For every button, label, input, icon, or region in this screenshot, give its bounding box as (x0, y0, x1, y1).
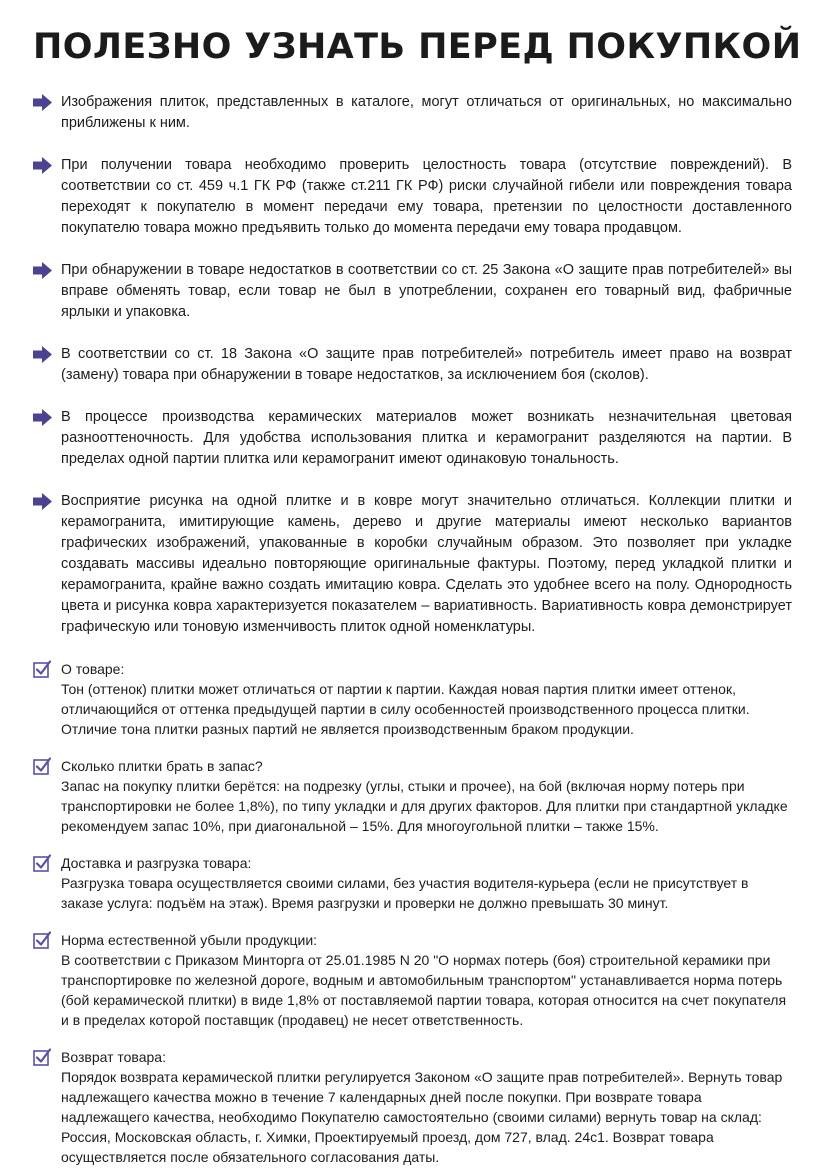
note-item (33, 155, 792, 239)
info-title: Возврат товара: (61, 1049, 166, 1065)
note-text: В процессе производства керамических материалов может возникать незначительная цветовая разнооттеночность. Для удобства использования плитка и керамогранит разделяются на партии. В пределах одной партии плитка или керамогранит имеют одинаковую тональность. (61, 409, 792, 467)
info-body: Тон (оттенок) плитки может отличаться от партии к партии. Каждая новая партия плитки имеет оттенок, отличающийся от оттенка предыдущей партии в силу особенностей производственного процесса плитки. Отличие тона плитки разных партий не является производственным браком продукции. (61, 681, 750, 737)
note-text: Восприятие рисунка на одной плитке и в ковре могут значительно отличаться. Коллекции плитки и керамогранита, имитирующие камень, дерево и другие материалы имеют несколько вариантов графических изображений, упакованные в коробки случайным образом. Это позволяет при укладке создавать массивы идеально повторяющие оригинальные фактуры. Поэтому, перед укладкой плитки и керамогранита, крайне важно создать имитацию ковра. Сделать это удобнее всего на полу. Однородность цвета и рисунка ковра характеризуется показателем – вариативность. Вариативность ковра демонстрирует графическую или тоновую изменчивость плиток одной номенклатуры. (61, 493, 792, 635)
info-item (33, 756, 792, 836)
page-title: ПОЛЕЗНО УЗНАТЬ ПЕРЕД ПОКУПКОЙ (33, 27, 802, 67)
note-item (33, 407, 792, 470)
note-text: Изображения плиток, представленных в каталоге, могут отличаться от оригинальных, но максимально приближены к ним. (61, 94, 792, 131)
info-title: Сколько плитки брать в запас? (61, 758, 263, 774)
arrow-right-icon (33, 157, 52, 174)
info-title: Доставка и разгрузка товара: (61, 855, 252, 871)
info-item (33, 1047, 792, 1167)
info-body: В соответствии с Приказом Минторга от 25.01.1985 N 20 "О нормах потерь (боя) строительной керамики при транспортировке по железной дороге, водным и автомобильным транспортом" устанавливается норма потерь (бой керамической плитки) в виде 1,8% от поставляемой партии товара, которая относится на счет покупателя и в пределах которой поставщик (продавец) не несет ответственность. (61, 952, 787, 1028)
checkbox-checked-icon (33, 854, 51, 872)
note-item (33, 491, 792, 638)
info-title: Норма естественной убыли продукции: (61, 932, 318, 948)
note-item (33, 92, 792, 134)
checkbox-checked-icon (33, 660, 51, 678)
note-text: При обнаружении в товаре недостатков в соответствии со ст. 25 Закона «О защите прав потребителей» вы вправе обменять товар, если товар не был в употреблении, сохранен его товарный вид, фабричные ярлыки и упаковка. (61, 262, 792, 320)
info-list (33, 659, 792, 1167)
info-item (33, 659, 792, 739)
info-body: Порядок возврата керамической плитки регулируется Законом «О защите прав потребителей». Вернуть товар надлежащего качества можно в течение 7 календарных дней после покупки. При возврате товара надлежащего качества, необходимо Покупателю самостоятельно (своими силами) вернуть товар на склад: Россия, Московская область, г. Химки, Проектируемый проезд, дом 727, влад. 24с1. Возврат товара осуществляется после обязательного согласования даты. (61, 1069, 783, 1165)
note-item (33, 344, 792, 386)
arrow-right-icon (33, 493, 52, 510)
notes-list (33, 92, 792, 638)
info-body: Запас на покупку плитки берётся: на подрезку (углы, стыки и прочее), на бой (включая норму потерь при транспортировки не более 1,8%), по типу укладки и для других факторов. Для плитки при стандартной укладке рекомендуем запас 10%, при диагональной – 15%. Для многоугольной плитки – также 15%. (61, 778, 788, 834)
note-item (33, 260, 792, 323)
arrow-right-icon (33, 346, 52, 363)
note-text: В соответствии со ст. 18 Закона «О защите прав потребителей» потребитель имеет право на возврат (замену) товара при обнаружении в товаре недостатков, за исключением боя (сколов). (61, 346, 792, 383)
info-body: Разгрузка товара осуществляется своими силами, без участия водителя-курьера (если не присутствует в заказе услуга: подъём на этаж). Время разгрузки и проверки не должно превышать 30 минут. (61, 875, 749, 911)
info-item (33, 930, 792, 1030)
info-title: О товаре: (61, 661, 125, 677)
checkbox-checked-icon (33, 757, 51, 775)
checkbox-checked-icon (33, 931, 51, 949)
arrow-right-icon (33, 409, 52, 426)
arrow-right-icon (33, 262, 52, 279)
arrow-right-icon (33, 94, 52, 111)
info-item (33, 853, 792, 913)
checkbox-checked-icon (33, 1048, 51, 1066)
note-text: При получении товара необходимо проверить целостность товара (отсутствие повреждений). В соответствии со ст. 459 ч.1 ГК РФ (также ст.211 ГК РФ) риски случайной гибели или повреждения товара переходят к покупателю в момент передачи ему товара, претензии по целостности доставленного покупателю товара можно предъявить только до момента передачи ему товара продавцом. (61, 157, 792, 236)
